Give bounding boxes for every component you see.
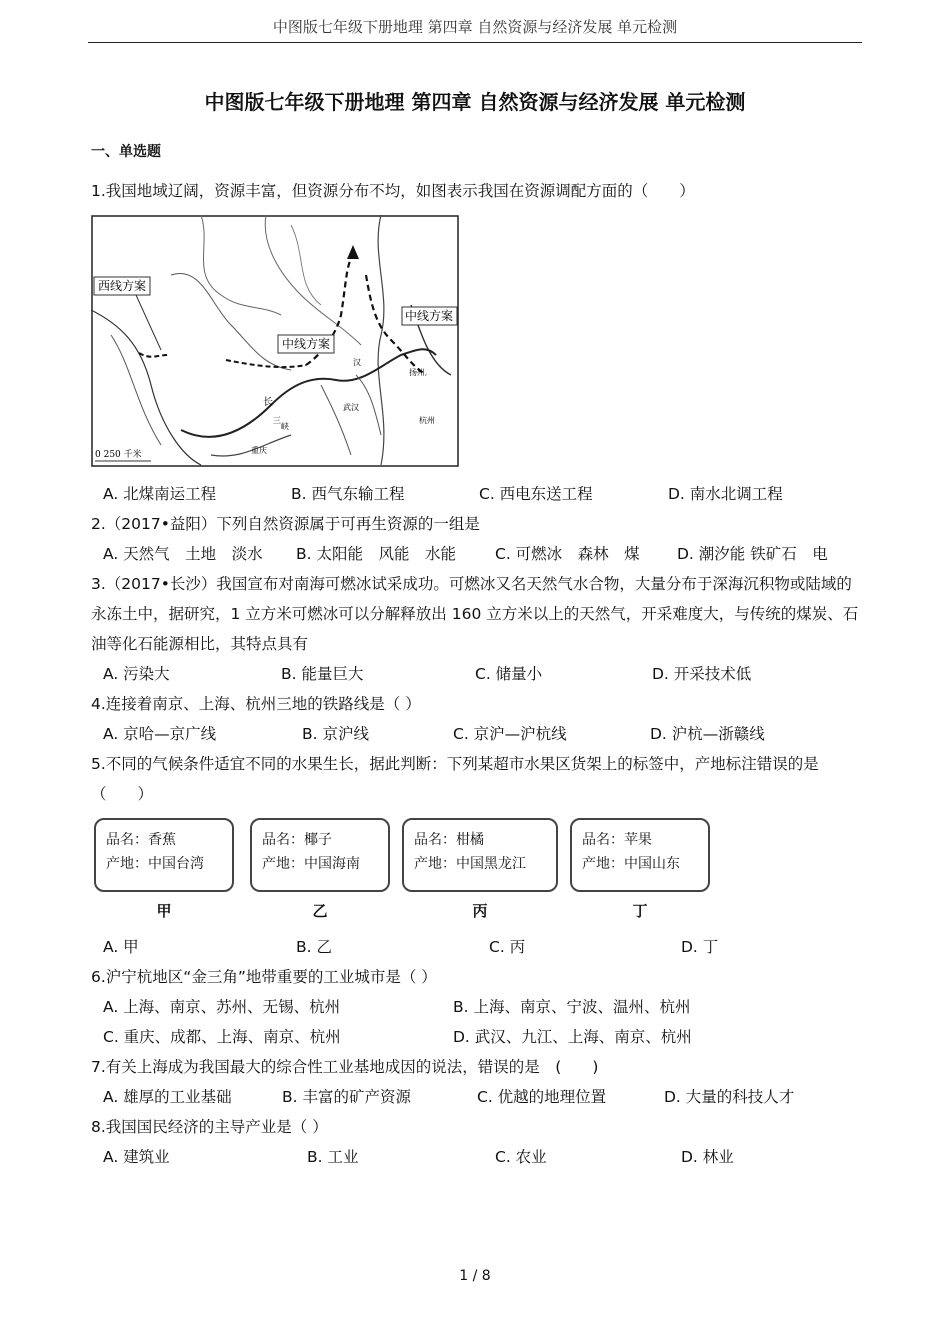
fruit-label-figure — [94, 818, 714, 918]
question-4-options — [103, 719, 863, 749]
fruit-caption: 丁 — [632, 902, 648, 920]
map-place: 扬州 — [409, 368, 425, 377]
question-5-options — [103, 932, 863, 962]
fruit-name: 品名：香蕉 — [106, 832, 176, 848]
map-east-label: 中线方案 — [404, 309, 454, 323]
fruit-name: 品名：柑橘 — [414, 832, 484, 848]
option-b[interactable]: B. 工业 — [307, 1148, 359, 1166]
question-6-options-row2 — [103, 1022, 863, 1052]
question-1-stem: 1.我国地域辽阔，资源丰富，但资源分布不均，如图表示我国在资源调配方面的（ ） — [91, 182, 695, 200]
map-middle-label: 中线方案 — [281, 337, 331, 351]
fruit-origin: 产地：中国山东 — [582, 856, 680, 872]
section-heading: 一、单选题 — [91, 144, 161, 160]
option-d[interactable]: D. 丁 — [681, 938, 719, 956]
map-place: 三 — [273, 416, 281, 425]
option-c[interactable]: C. 西电东送工程 — [479, 485, 593, 503]
option-d[interactable]: D. 沪杭—浙赣线 — [650, 725, 765, 743]
map-scale: 0 250 千米 — [95, 450, 142, 460]
question-2-options — [103, 539, 863, 569]
running-header: 中图版七年级下册地理 第四章 自然资源与经济发展 单元检测 — [272, 18, 678, 36]
option-d[interactable]: D. 林业 — [681, 1148, 734, 1166]
map-figure — [91, 215, 459, 467]
question-6-options-row1 — [103, 992, 863, 1022]
fruit-name: 品名：苹果 — [582, 832, 652, 848]
question-5-stem: 5.不同的气候条件适宜不同的水果生长，据此判断：下列某超市水果区货架上的标签中，产地标注错误的是（ ） — [91, 755, 819, 803]
option-b[interactable]: B. 西气东输工程 — [291, 485, 405, 503]
option-a[interactable]: A. 天然气 土地 淡水 — [103, 545, 263, 563]
option-b[interactable]: B. 太阳能 风能 水能 — [296, 545, 456, 563]
fruit-origin: 产地：中国黑龙江 — [414, 856, 526, 872]
option-a[interactable]: A. 建筑业 — [103, 1148, 170, 1166]
question-8-options — [103, 1142, 863, 1172]
fruit-origin: 产地：中国台湾 — [106, 856, 204, 872]
fruit-name: 品名：椰子 — [262, 832, 332, 848]
fruit-origin: 产地：中国海南 — [262, 856, 360, 872]
option-a[interactable]: A. 污染大 — [103, 665, 170, 683]
fruit-label-card — [570, 818, 710, 892]
map-place: 重庆 — [251, 446, 267, 455]
map-place: 长 — [263, 397, 273, 408]
option-a[interactable]: A. 上海、南京、苏州、无锡、杭州 — [103, 998, 341, 1016]
fruit-label-card — [250, 818, 390, 892]
question-7-stem: 7.有关上海成为我国最大的综合性工业基地成因的说法，错误的是 ( ) — [91, 1058, 599, 1076]
option-b[interactable]: B. 能量巨大 — [281, 665, 364, 683]
question-2-stem: 2.（2017•益阳）下列自然资源属于可再生资源的一组是 — [91, 515, 480, 533]
question-4-stem: 4.连接着南京、上海、杭州三地的铁路线是（ ） — [91, 695, 421, 713]
fruit-caption: 丙 — [472, 902, 488, 920]
option-b[interactable]: B. 丰富的矿产资源 — [282, 1088, 411, 1106]
page-number: 1 / 8 — [459, 1268, 491, 1284]
map-place: 武汉 — [343, 403, 359, 412]
option-a[interactable]: A. 雄厚的工业基础 — [103, 1088, 232, 1106]
water-diversion-map — [91, 215, 459, 467]
map-place: 杭州 — [419, 416, 435, 425]
option-d[interactable]: D. 大量的科技人才 — [664, 1088, 795, 1106]
option-d[interactable]: D. 南水北调工程 — [668, 485, 783, 503]
option-a[interactable]: A. 甲 — [103, 938, 139, 956]
option-d[interactable]: D. 开采技术低 — [652, 665, 752, 683]
question-6-stem: 6.沪宁杭地区“金三角”地带重要的工业城市是（ ） — [91, 968, 437, 986]
question-8-stem: 8.我国国民经济的主导产业是（ ） — [91, 1118, 328, 1136]
option-d[interactable]: D. 武汉、九江、上海、南京、杭州 — [453, 1028, 692, 1046]
map-west-label: 西线方案 — [97, 279, 147, 293]
fruit-label-card — [94, 818, 234, 892]
option-b[interactable]: B. 京沪线 — [302, 725, 369, 743]
map-place: 汉 — [353, 358, 361, 367]
option-c[interactable]: C. 可燃冰 森林 煤 — [495, 545, 640, 563]
option-a[interactable]: A. 京哈—京广线 — [103, 725, 217, 743]
question-7-options — [103, 1082, 863, 1112]
option-c[interactable]: C. 重庆、成都、上海、南京、杭州 — [103, 1028, 341, 1046]
fruit-caption: 甲 — [156, 902, 172, 920]
question-3-options — [103, 659, 863, 689]
option-b[interactable]: B. 上海、南京、宁波、温州、杭州 — [453, 998, 691, 1016]
map-place: 峡 — [281, 422, 289, 431]
option-c[interactable]: C. 储量小 — [475, 665, 543, 683]
header-rule — [88, 42, 862, 43]
option-b[interactable]: B. 乙 — [296, 938, 332, 956]
fruit-label-card — [402, 818, 558, 892]
option-c[interactable]: C. 京沪—沪杭线 — [453, 725, 567, 743]
option-a[interactable]: A. 北煤南运工程 — [103, 485, 217, 503]
option-d[interactable]: D. 潮汐能 铁矿石 电 — [677, 545, 828, 563]
option-c[interactable]: C. 农业 — [495, 1148, 547, 1166]
question-3-stem: 3.（2017•长沙）我国宣布对南海可燃冰试采成功。可燃冰又名天然气水合物，大量分布于深海沉积物或陆域的永冻土中，据研究，1 立方米可燃冰可以分解释放出 160 立方米以上的天然气，开采难度大，与传统的煤炭、石油等化石能源相比，其特点具有 — [91, 575, 859, 653]
option-c[interactable]: C. 丙 — [489, 938, 526, 956]
fruit-caption: 乙 — [312, 902, 328, 920]
question-1-options — [103, 479, 863, 509]
option-c[interactable]: C. 优越的地理位置 — [477, 1088, 607, 1106]
document-title: 中图版七年级下册地理 第四章 自然资源与经济发展 单元检测 — [204, 90, 746, 114]
